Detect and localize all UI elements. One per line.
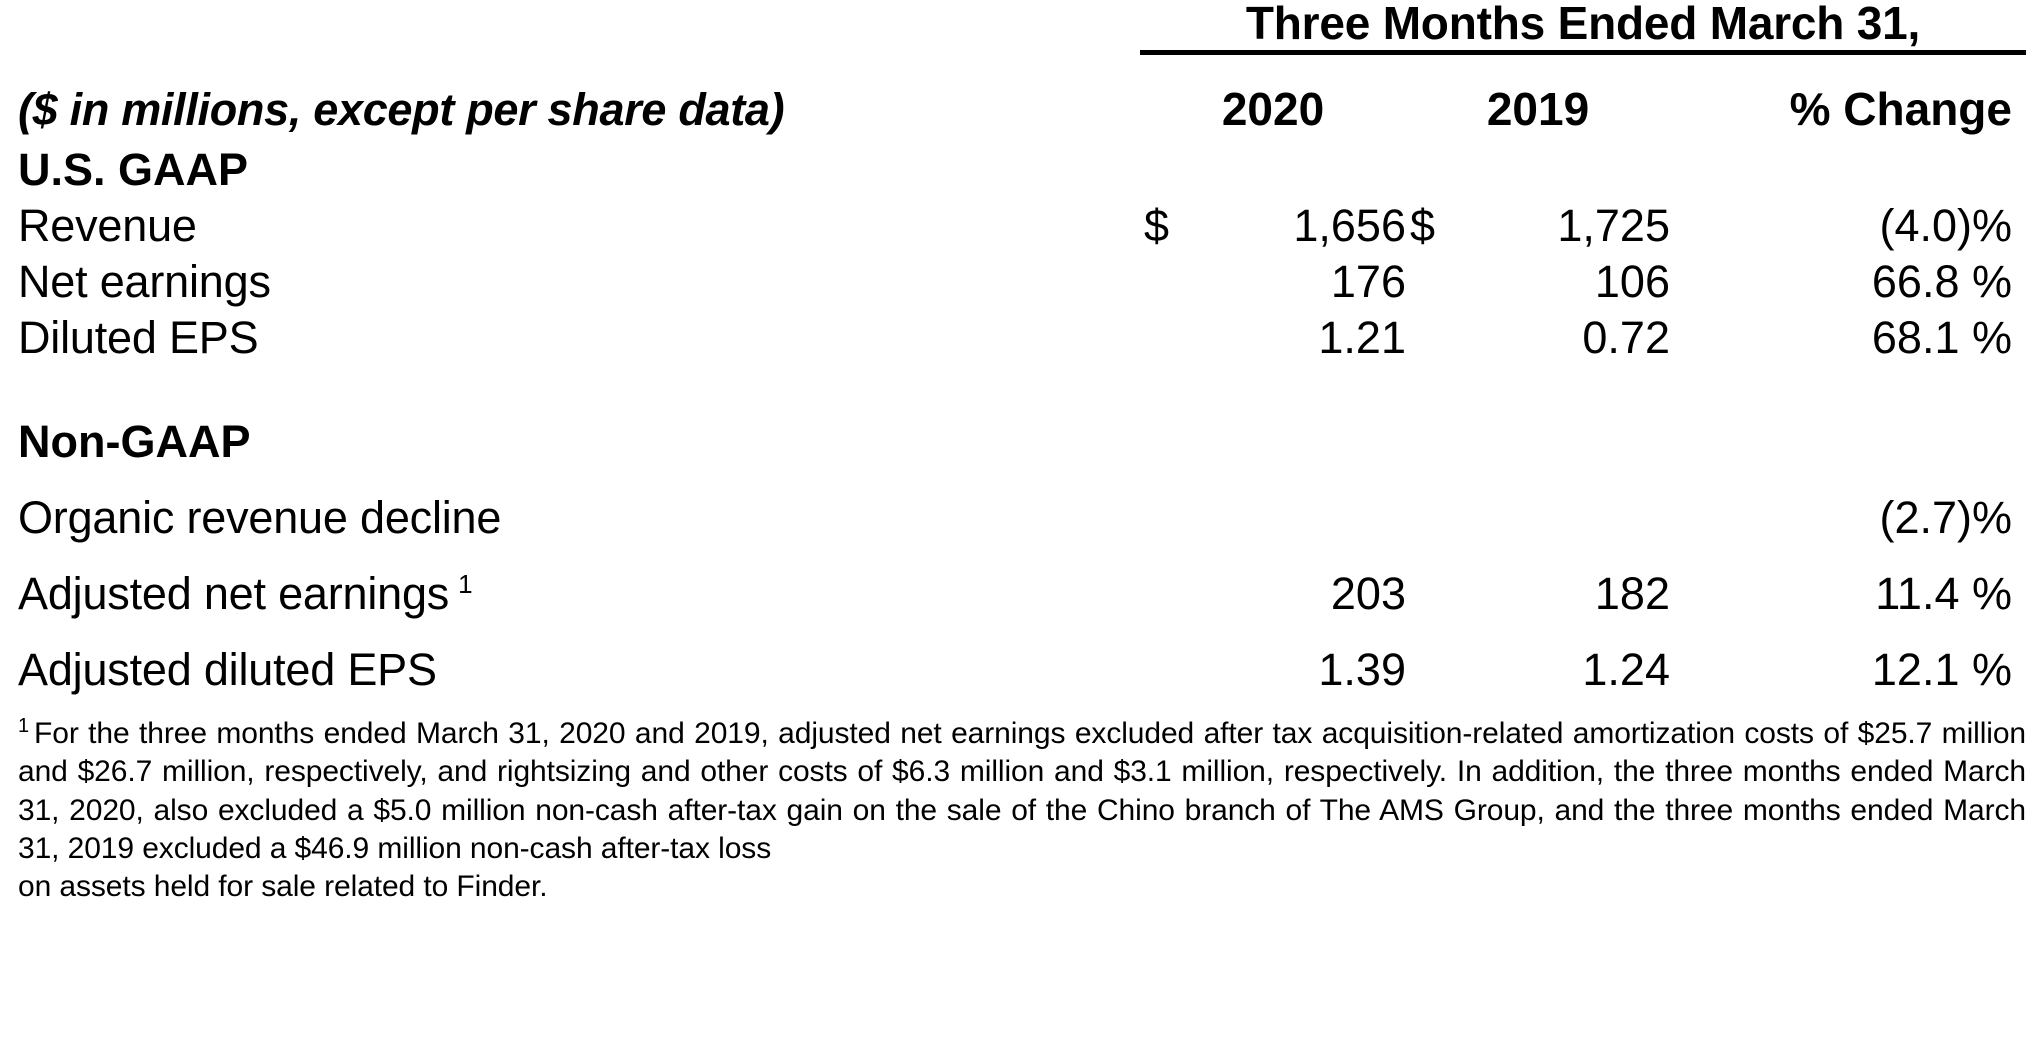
pct-change-organic-revenue-decline: (2.7)% [1879,492,2012,544]
cell-empty [1406,409,1474,465]
table-row [18,305,2026,361]
column-header-2020: 2020 [1221,83,1325,135]
currency-symbol-2020 [1140,617,1210,693]
section-title-non-gaap: Non-GAAP [18,416,251,468]
row-label-adjusted-diluted-eps: Adjusted diluted EPS [18,644,437,696]
value-2020-net-earnings: 176 [1330,256,1406,308]
column-header-pct-change: % Change [1789,83,2012,135]
row-label-text: Adjusted net earnings [18,568,450,620]
currency-symbol-2020: $ [1144,200,1170,252]
period-header: Three Months Ended March 31, [1140,0,2026,52]
pct-change-revenue: (4.0)% [1879,200,2012,252]
section-title-row-us-gaap [18,137,2026,193]
currency-symbol-2019 [1406,617,1474,693]
cell-empty [1670,409,2026,465]
value-2020-adjusted-diluted-eps: 1.39 [1318,644,1406,696]
currency-symbol-2019: $ [1410,200,1436,252]
value-2020-organic-revenue-decline [1210,465,1406,541]
table-row [18,193,2026,249]
currency-symbol-2020 [1140,541,1210,617]
pct-change-adjusted-diluted-eps: 12.1 % [1871,644,2012,696]
row-label-revenue: Revenue [18,200,197,252]
currency-symbol-2019 [1406,305,1474,361]
footnote-paragraph [18,715,2026,869]
value-2019-revenue: 1,725 [1557,200,1670,252]
value-2020-diluted-eps: 1.21 [1318,312,1406,364]
footnote-last-line: on assets held for sale related to Finder. [18,870,548,904]
currency-symbol-2019 [1406,541,1474,617]
column-header-row [18,52,2026,137]
row-label-organic-revenue-decline: Organic revenue decline [18,492,502,544]
period-header-row [18,0,2026,52]
cell-empty [1140,137,1210,193]
pct-change-adjusted-net-earnings: 11.4 % [1875,568,2012,620]
table-row [18,617,2026,693]
spacer [18,361,2026,409]
cell-empty [1474,409,1670,465]
currency-symbol-2019 [1406,465,1474,541]
table-row [18,541,2026,617]
value-2019-organic-revenue-decline [1474,465,1670,541]
value-2019-adjusted-diluted-eps: 1.24 [1582,644,1670,696]
currency-symbol-2019 [1406,249,1474,305]
cell-empty [1670,137,2026,193]
section-title-us-gaap: U.S. GAAP [18,144,249,196]
cell-empty [1406,137,1474,193]
footnote-marker: 1 [18,714,30,737]
pct-change-net-earnings: 66.8 % [1871,256,2012,308]
cell-empty [1474,137,1670,193]
row-label-diluted-eps: Diluted EPS [18,312,259,364]
value-2019-adjusted-net-earnings: 182 [1594,568,1670,620]
table-row [18,465,2026,541]
currency-symbol-2020 [1140,305,1210,361]
value-2020-revenue: 1,656 [1293,200,1406,252]
value-2020-adjusted-net-earnings: 203 [1330,568,1406,620]
pct-change-diluted-eps: 68.1 % [1871,312,2012,364]
row-label-net-earnings: Net earnings [18,256,271,308]
currency-symbol-2020 [1140,249,1210,305]
table-row [18,249,2026,305]
value-2019-net-earnings: 106 [1594,256,1670,308]
unit-note: ($ in millions, except per share data) [18,84,785,136]
column-header-2019: 2019 [1486,83,1590,135]
row-label-adjusted-net-earnings [18,541,1140,620]
section-gap [18,361,2026,409]
footnote-text: For the three months ended March 31, 2020 and 2019, adjusted net earnings excluded after tax acquisition-related amortization costs of $25.7 million and $26.7 million, respectively, and rightsizing and other costs of $6.3 million and $3.1 million, respectively. In addition, the three months ended March 31, 2020, also excluded a $5.0 million non-cash after-tax gain on the sale of the Chino branch of The AMS Group, and the three months ended March 31, 2019 excluded a $46.9 million non-cash after-tax loss [18,716,2026,866]
cell-empty [1210,409,1406,465]
section-title-row-non-gaap [18,409,2026,465]
financial-summary-table [18,0,2026,696]
footnote-marker-icon: 1 [458,569,473,600]
footnote [18,715,2026,907]
header-spacer [18,0,1140,52]
cell-empty [1210,137,1406,193]
currency-symbol-2020 [1140,465,1210,541]
value-2019-diluted-eps: 0.72 [1582,312,1670,364]
cell-empty [1140,409,1210,465]
